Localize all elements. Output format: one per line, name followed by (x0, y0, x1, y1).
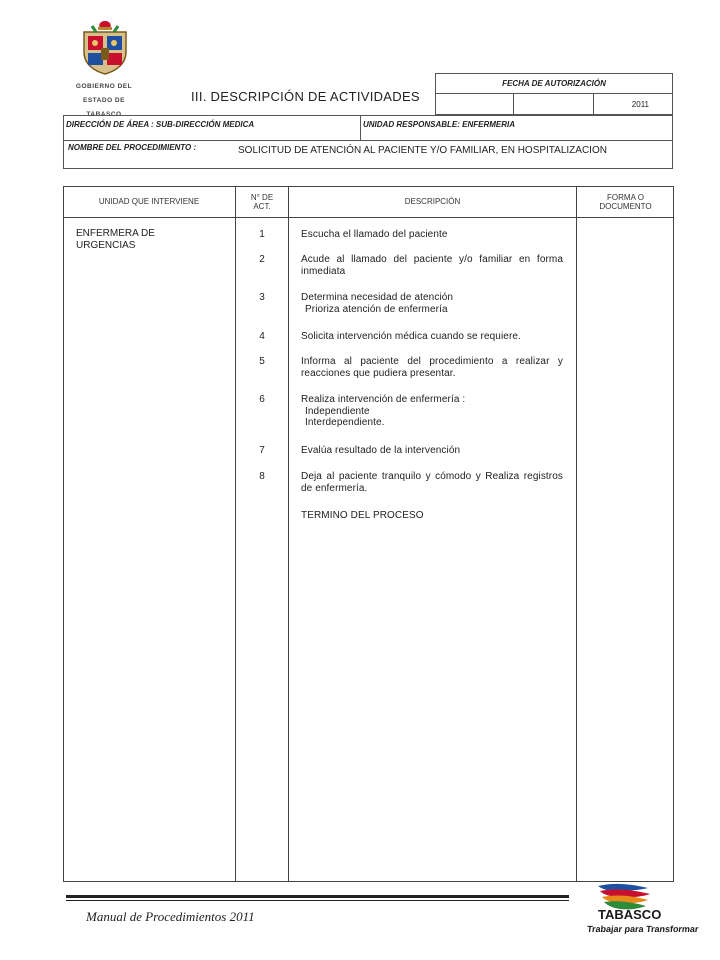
table-header-divider (63, 217, 674, 218)
column-divider (288, 186, 289, 882)
authorization-year: 2011 (631, 100, 649, 109)
activity-line: Evalúa resultado de la intervención (301, 445, 461, 456)
activity-number: 5 (259, 356, 265, 367)
activity-description (301, 471, 563, 494)
activity-number: 1 (259, 229, 265, 240)
footer-rule (66, 900, 569, 901)
column-header-unit: UNIDAD QUE INTERVIENE (98, 197, 200, 207)
section-title: III. DESCRIPCIÓN DE ACTIVIDADES (191, 89, 420, 104)
activity-subline: Independiente (305, 405, 370, 417)
activity-description (301, 445, 563, 457)
activities-table (63, 186, 674, 882)
activity-description (301, 229, 563, 241)
activity-description (301, 254, 563, 277)
header-divider (63, 140, 673, 141)
authorization-month-cell (514, 94, 594, 115)
activity-subline: Prioriza atención de enfermería (305, 303, 448, 315)
activity-line: Escucha el llamado del paciente (301, 229, 448, 240)
activity-description (301, 356, 563, 379)
activity-number: 8 (259, 471, 265, 482)
brand-name: TABASCO (598, 907, 662, 922)
activity-number: 3 (259, 292, 265, 303)
government-line-2: ESTADO DE (83, 97, 125, 104)
procedure-name-label: NOMBRE DEL PROCEDIMIENTO : (68, 143, 197, 152)
activity-line: Determina necesidad de atención (301, 292, 454, 303)
column-header-description: DESCRIPCIÓN (404, 197, 461, 207)
tabasco-brand-logo-icon (586, 882, 700, 942)
brand-slogan: Trabajar para Transformar (586, 924, 700, 934)
activity-subline: Interdependiente. (305, 417, 385, 428)
activity-number: 7 (259, 445, 265, 456)
intervening-unit: ENFERMERA DE URGENCIAS (76, 228, 155, 251)
government-line-1: GOBIERNO DEL (75, 83, 133, 90)
authorization-day-cell (435, 94, 514, 115)
footer-rule (66, 895, 569, 898)
column-divider (235, 186, 236, 882)
activity-description (301, 292, 563, 315)
column-header-document: FORMA O DOCUMENTO (599, 192, 652, 211)
activity-line: Deja al paciente tranquilo y cómodo y Realiza registros de enfermería. (301, 471, 563, 494)
end-of-process: TERMINO DEL PROCESO (301, 510, 424, 521)
procedure-name: SOLICITUD DE ATENCIÓN AL PACIENTE Y/O FAMILIAR, EN HOSPITALIZACION (238, 145, 607, 156)
activity-line: Acude al llamado del paciente y/o familiar en forma inmediata (301, 254, 563, 277)
header-vertical-divider (360, 115, 361, 140)
activity-number: 6 (259, 394, 265, 405)
manual-title: Manual de Procedimientos 2011 (86, 909, 255, 924)
activity-number: 2 (259, 254, 265, 265)
authorization-date-label: FECHA DE AUTORIZACIÓN (435, 73, 673, 94)
responsible-unit: UNIDAD RESPONSABLE: ENFERMERIA (363, 120, 516, 129)
activity-line: Realiza intervención de enfermería : (301, 394, 466, 405)
activity-number: 4 (259, 331, 265, 342)
government-line-3: TABASCO (86, 111, 122, 118)
activity-line: Informa al paciente del procedimiento a realizar y reacciones que pudiera presentar. (301, 356, 563, 379)
activity-description (301, 394, 563, 429)
activity-description (301, 331, 563, 343)
activity-line: Solicita intervención médica cuando se requiere. (301, 331, 521, 342)
coat-of-arms-icon (76, 18, 134, 76)
column-divider (576, 186, 577, 882)
column-header-activity-number: N° DE ACT. (250, 192, 274, 211)
direction-area: DIRECCIÓN DE ÁREA : SUB-DIRECCIÓN MEDICA (66, 120, 255, 129)
